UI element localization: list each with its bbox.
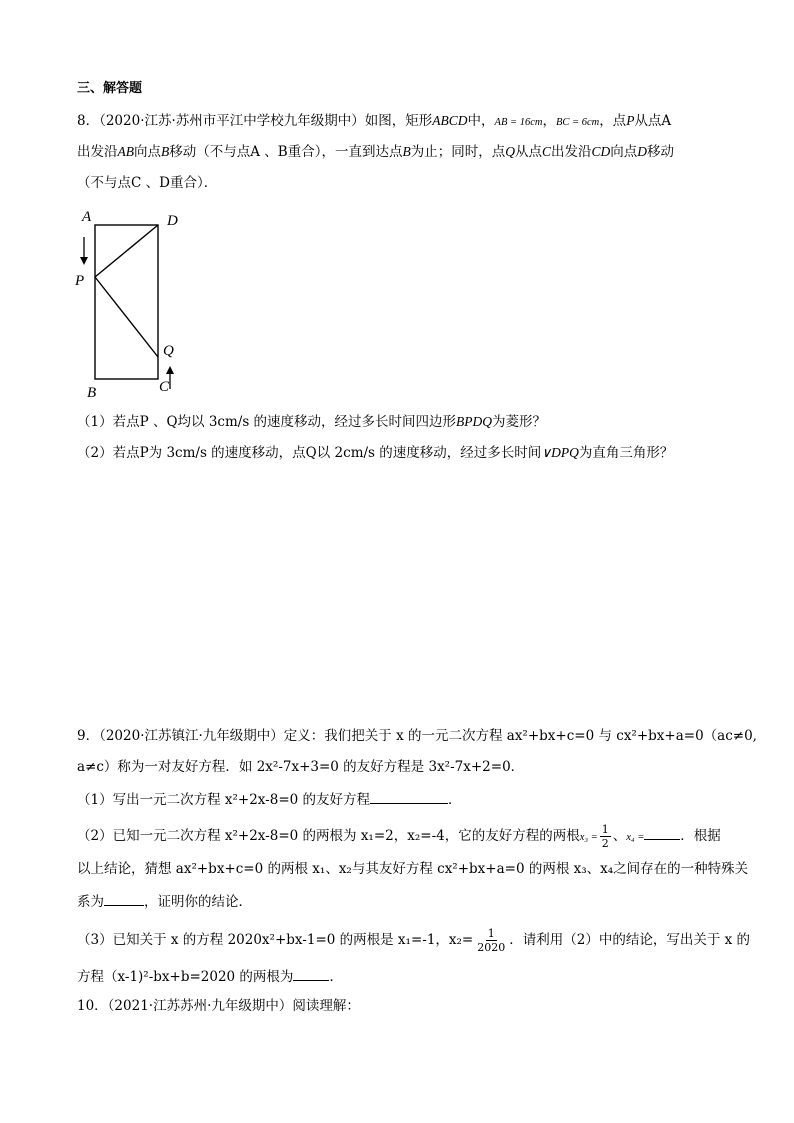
label-a: A — [82, 209, 92, 225]
segment-pq — [95, 277, 158, 357]
q9-line8: 方程（x-1)²-bx+b=2020 的两根为 ． — [77, 966, 343, 986]
label-q: Q — [163, 343, 174, 359]
segment-pd — [95, 225, 158, 277]
q9-line5: 以上结论，猜想 ax²+bx+c=0 的两根 x₁、x₂与其友好方程 cx²+bx+a=0 的两根 x₃、x₄之间存在的一种特殊关 — [77, 861, 749, 877]
answer-blank-3[interactable] — [104, 891, 144, 906]
q9-line3: （1）写出一元二次方程 x²+2x-8=0 的友好方程 ． — [77, 789, 462, 809]
label-c: C — [159, 379, 170, 395]
arrowhead-down — [80, 257, 88, 265]
q8-line1: 8．（2020·江苏·苏州市平江中学校九年级期中）如图，矩形ABCD中，AB = 16cm，BC = 6cm，点P从点A — [77, 113, 672, 129]
answer-blank-1[interactable] — [370, 789, 448, 804]
q8-line3: （不与点C 、D重合）． — [77, 175, 218, 191]
q9-line1: 9．（2020·江苏镇江·九年级期中）定义：我们把关于 x 的一元二次方程 ax²+bx+c=0 与 cx²+bx+a=0（ac≠0, — [77, 728, 757, 744]
fraction-one-half: $\frac{1}{2}$ — [601, 823, 609, 850]
label-b: B — [87, 385, 97, 400]
answer-blank-2[interactable] — [644, 825, 680, 840]
q9-line7: （3）已知关于 x 的方程 2020x²+bx-1=0 的两根是 x₁=-1，x₂= $\frac{1}{2020}$ ．请利用（2）中的结论，写出关于 x 的 — [77, 927, 751, 954]
q8-sub2: （2）若点P为 3cm/s 的速度移动，点Q以 2cm/s 的速度移动，经过多长时间∨DPQ为直角三角形？ — [77, 445, 674, 461]
rectangle-figure — [70, 205, 190, 400]
section-title: 三、解答题 — [77, 81, 143, 96]
q10-line1: 10．（2021·江苏苏州·九年级期中）阅读理解： — [77, 998, 360, 1014]
label-p: P — [75, 273, 85, 289]
rectangle-abcd — [95, 225, 158, 379]
answer-blank-4[interactable] — [293, 966, 329, 981]
q9-line2: a≠c）称为一对友好方程．如 2x²-7x+3=0 的友好方程是 3x²-7x+2=0． — [77, 759, 525, 775]
arrowhead-up — [166, 366, 174, 374]
q8-line2: 出发沿AB向点B移动（不与点A 、B重合），一直到达点B为止；同时，点Q从点C出发沿CD向点D移动 — [77, 144, 674, 160]
label-d: D — [167, 213, 178, 229]
q8-sub1: （1）若点P 、Q均以 3cm/s 的速度移动，经过多长时间四边形BPDQ为菱形？ — [77, 414, 547, 430]
fraction-one-over-2020: $\frac{1}{2020}$ — [477, 927, 506, 954]
q9-line4: （2）已知一元二次方程 x²+2x-8=0 的两根为 x₁=2，x₂=-4，它的友好方程的两根x₃ = $\frac{1}{2}$ 、x₄ = ．根据 — [77, 823, 721, 850]
q9-line6: 系为 ，证明你的结论． — [77, 891, 252, 911]
